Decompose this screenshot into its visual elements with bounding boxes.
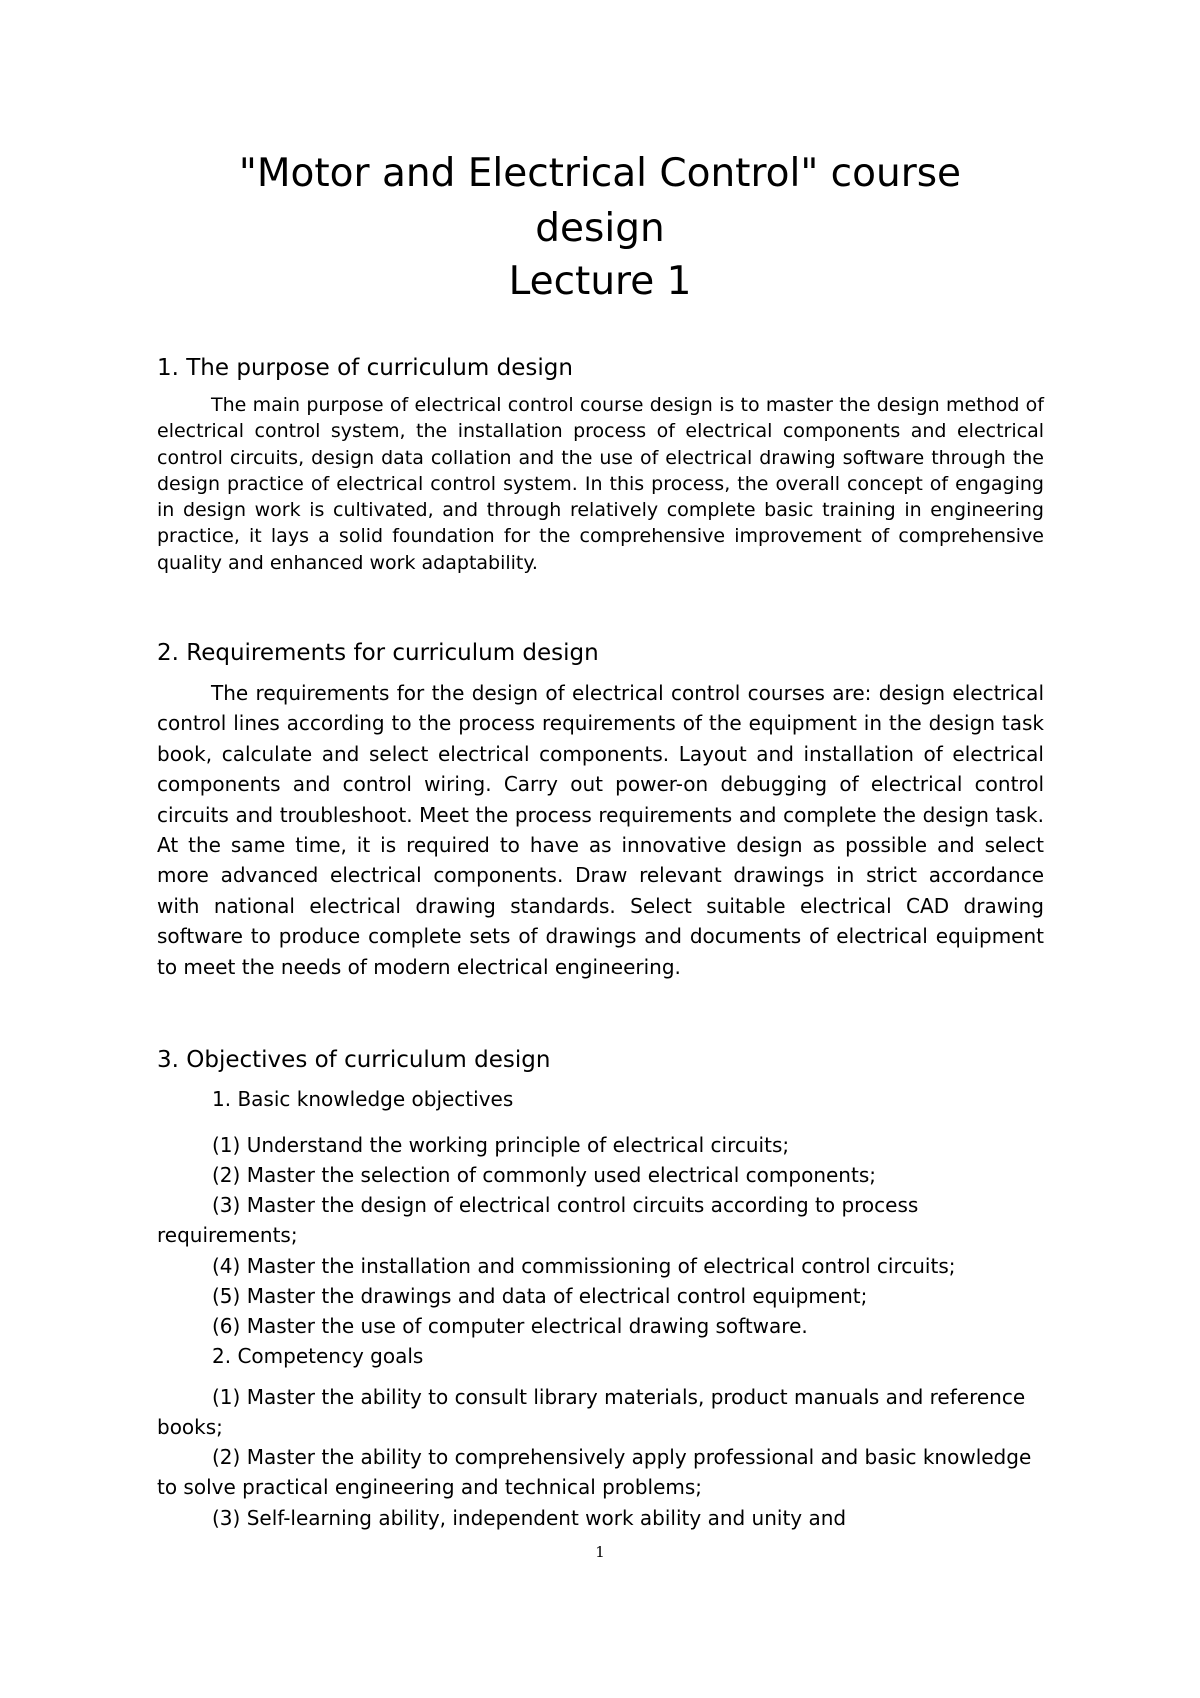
section-heading-objectives: 3. Objectives of curriculum design <box>157 1047 551 1073</box>
section-heading-requirements: 2. Requirements for curriculum design <box>157 640 599 666</box>
subheading-basic-knowledge: 1. Basic knowledge objectives <box>212 1087 514 1111</box>
title-line-1: "Motor and Electrical Control" course <box>238 151 962 196</box>
basic-item: (5) Master the drawings and data of electrical control equipment; <box>212 1284 868 1308</box>
competency-item: (1) Master the ability to consult library materials, product manuals and reference books; <box>157 1385 1026 1439</box>
page-number: 1 <box>595 1543 605 1561</box>
document-title <box>0 146 1200 256</box>
lecture-subtitle: Lecture 1 <box>508 259 692 304</box>
basic-item: (6) Master the use of computer electrical drawing software. <box>212 1314 808 1338</box>
basic-item: (1) Understand the working principle of electrical circuits; <box>212 1133 790 1157</box>
subheading-competency: 2. Competency goals <box>212 1344 424 1368</box>
basic-item: (3) Master the design of electrical control circuits according to process requirements; <box>157 1193 919 1247</box>
competency-item: (2) Master the ability to comprehensively apply professional and basic knowledge to solve practical engineering and technical problems; <box>157 1445 1032 1499</box>
basic-item: (2) Master the selection of commonly used electrical components; <box>212 1163 876 1187</box>
section-paragraph-requirements: The requirements for the design of electrical control courses are: design electrical control lines according to the process requirements of the equipment in the design task book, calculate and select electrical components. Layout and installation of electrical components and control wiring. Carry out power-on debugging of electrical control circuits and troubleshoot. Meet the process requirements and complete the design task. At the same time, it is required to have as innovative design as possible and select more advanced electrical components. Draw relevant drawings in strict accordance with national electrical drawing standards. Select suitable electrical CAD drawing software to produce complete sets of drawings and documents of electrical equipment to meet the needs of modern electrical engineering. <box>157 681 1044 979</box>
basic-item: (4) Master the installation and commissioning of electrical control circuits; <box>212 1254 956 1278</box>
section-paragraph-purpose: The main purpose of electrical control course design is to master the design method of electrical control system, the installation process of electrical components and electrical control circuits, design data collation and the use of electrical drawing software through the design practice of electrical control system. In this process, the overall concept of engaging in design work is cultivated, and through relatively complete basic training in engineering practice, it lays a solid foundation for the comprehensive improvement of comprehensive quality and enhanced work adaptability. <box>157 394 1044 574</box>
competency-item: (3) Self-learning ability, independent work ability and unity and <box>212 1506 847 1530</box>
title-line-2: design <box>535 206 665 251</box>
section-heading-purpose: 1. The purpose of curriculum design <box>157 355 573 381</box>
